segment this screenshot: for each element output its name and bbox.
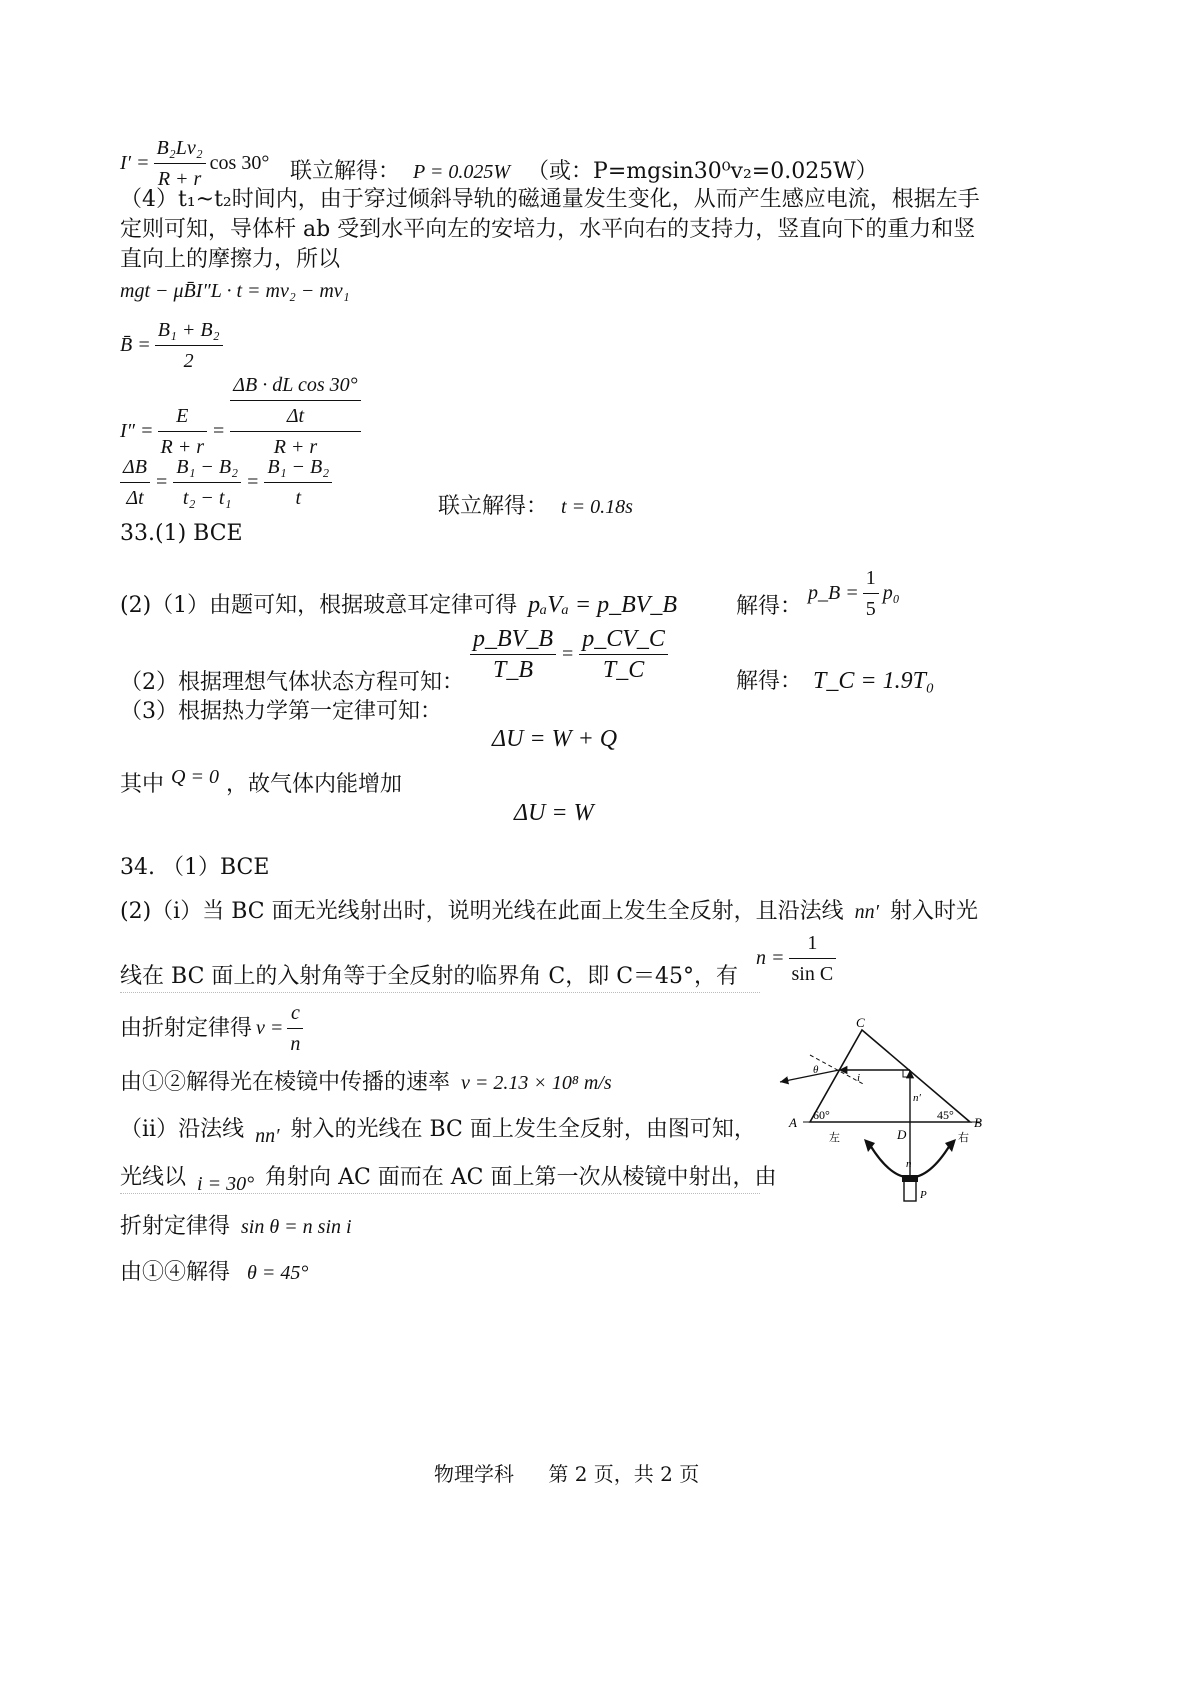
text-b: 射入的光线在 BC 面上发生全反射，由图可知， [290,1117,756,1142]
label-n-prime: n′ [913,1092,921,1104]
eq-lhs: I′ = [120,152,150,174]
eq-tail: p₀ [882,582,900,604]
eq-lhs: I″ = [120,419,154,442]
text-a: 由①④解得 [120,1260,231,1285]
label-theta: θ [813,1064,819,1076]
eq-sign: = [561,643,574,665]
eq-lhs: p_B = [808,582,859,604]
fraction-right [579,624,668,685]
solve-alt: （或：P=mgsin30⁰v₂=0.025W） [527,159,878,184]
text-b: ，故气体内能增加 [225,772,402,797]
part4-line2: 定则可知，导体杆 ab 受到水平向左的安培力，水平向右的支持力，竖直向下的重力和竖 [120,217,976,242]
q33-part1: 33.(1) BCE [120,521,243,546]
q33-part2-line [120,590,677,621]
speed-eq: v = 2.13 × 10⁸ m/s [461,1072,612,1094]
speed-line [120,1068,612,1098]
fraction-3 [264,452,332,513]
eq-lhs: n = [756,947,785,969]
denominator: sin C [791,963,834,985]
fraction [155,315,223,376]
denominator: R + r [157,168,202,190]
eq-Bbar [120,315,223,376]
numerator: B₂Lv₂ [154,133,206,164]
label-A: A [789,1115,797,1130]
refraction-line [120,998,303,1059]
dU-eq: ΔU = W [514,800,594,826]
solve-P-line [290,157,878,187]
q34-part1: 34. （1）BCE [120,855,270,880]
denominator: t [295,487,302,509]
eq-momentum: mgt − μB̄I″L · t = mv₂ − mv₁ [120,280,350,302]
eq-sign: = [155,471,168,493]
q33-part5-line [120,766,402,800]
first-law-eq: ΔU = W + Q [492,726,618,752]
final-line [120,1258,308,1288]
text-a: 光线以 [120,1165,187,1190]
TC-eq: T_C = 1.9T₀ [813,668,935,694]
label-angle-A: 60° [813,1108,830,1122]
prism-figure [775,1015,1005,1215]
eq-ideal-gas [470,624,668,685]
solve-label: 联立解得： [290,159,401,184]
solve-eq: P = 0.025W [413,161,511,183]
label-B: B [974,1115,982,1130]
eq-pB [808,563,900,624]
denominator: R + r [160,435,204,458]
exit-ray [780,1070,839,1082]
part4-line3: 直向上的摩擦力，所以 [120,247,341,272]
eq-lhs: v = [256,1017,284,1039]
snell-eq: sin θ = n sin i [241,1216,352,1238]
solve-t-line [438,492,633,522]
inner-denominator: Δt [286,405,305,427]
eq-sign: = [213,419,225,442]
denominator: 2 [183,350,194,372]
denominator: Δt [126,487,144,509]
numerator: E [158,401,208,432]
text-a: 折射定律得 [120,1214,231,1239]
outer-numerator [230,370,360,432]
label-n: n [906,1158,912,1170]
text: 由折射定律得 [120,1015,253,1041]
eq-lhs: B̄ = [120,334,151,356]
numerator: p_BV_B [470,624,556,655]
footer-page: 第 2 页，共 2 页 [548,1462,700,1486]
footer-subject: 物理学科 [434,1462,514,1486]
fraction [789,928,837,989]
light-source-top [902,1175,918,1182]
angle-eq: i = 30° [197,1173,255,1195]
label-C: C [856,1015,865,1030]
denominator: T_C [602,657,645,683]
numerator: p_CV_C [579,624,668,655]
numerator: B₁ + B₂ [155,315,223,346]
inner-fraction [230,370,360,431]
light-source-P [904,1181,916,1201]
fraction-2 [230,370,360,462]
ii-line1 [120,1115,756,1145]
fraction [863,563,879,624]
text-b: 角射向 AC 面而在 AC 面上第一次从棱镜中射出，由 [265,1165,777,1190]
q34-part2-line1 [120,897,978,927]
theta-eq: θ = 45° [247,1262,309,1284]
denominator: T_B [492,657,533,683]
fraction-left [470,624,556,685]
numerator: B₁ − B₂ [173,452,241,483]
nn-label: nn′ [854,901,879,923]
q33-part3-solve [736,666,934,697]
solve-eq: t = 0.18s [561,496,633,518]
text: 由①②解得光在棱镜中传播的速率 [120,1070,451,1095]
numerator: ΔB [120,452,150,483]
inner-numerator: ΔB · dL cos 30° [230,370,360,401]
outer-denominator: R + r [273,436,318,458]
solve-label: 解得： [736,669,803,694]
text-a: （ⅱ）沿法线 [120,1117,245,1142]
q33-part3-text: （2）根据理想气体状态方程可知： [120,670,464,695]
Q-eq: Q = 0 [171,766,219,788]
denominator: 5 [865,598,876,620]
label-D: D [897,1127,907,1142]
label-i: i [857,1072,861,1084]
label-angle-B: 45° [937,1108,954,1122]
label-left: 左 [829,1131,840,1144]
eq-n-sinC [756,928,836,989]
fraction-1 [120,452,150,513]
solve-label: 联立解得： [438,494,549,519]
ii-line3 [120,1212,352,1242]
denominator: t₂ − t₁ [182,487,232,509]
q33-part2-solve: 解得： [736,594,803,619]
text-a: 其中 [120,772,165,797]
numerator: 1 [789,928,837,959]
numerator: c [287,998,303,1029]
page-footer [434,1458,699,1487]
label-right: 右 [958,1131,969,1144]
fraction-2 [173,452,241,513]
right-angle-mark [903,1070,910,1077]
text: (2)（ⅰ）当 BC 面无光线射出时，说明光线在此面上发生全反射，且沿法线 [120,899,844,924]
part4-line1: （4）t₁~t₂时间内，由于穿过倾斜导轨的磁通量发生变化，从而产生感应电流，根据左手 [120,187,980,212]
q33-part2-text: (2)（1）由题可知，根据玻意耳定律可得 [120,593,518,618]
fraction [287,998,303,1059]
label-P: P [920,1189,927,1201]
nn-label: nn′ [255,1125,280,1147]
eq-dB [120,452,332,513]
q33-part4-text: （3）根据热力学第一定律可知： [120,699,442,724]
denominator: n [290,1033,301,1055]
numerator: 1 [863,563,879,594]
q34-part2-line2: 线在 BC 面上的入射角等于全反射的临界角 C，即 C＝45°，有 [120,962,760,993]
eq-sign: = [247,471,259,493]
text-tail: 射入时光 [889,899,978,924]
ii-line2 [120,1163,777,1195]
boyle-eq: pₐVₐ = p_BV_B [528,592,678,618]
numerator: B₁ − B₂ [264,452,332,483]
eq-I-double [120,370,361,462]
eq-tail: cos 30° [209,152,270,174]
